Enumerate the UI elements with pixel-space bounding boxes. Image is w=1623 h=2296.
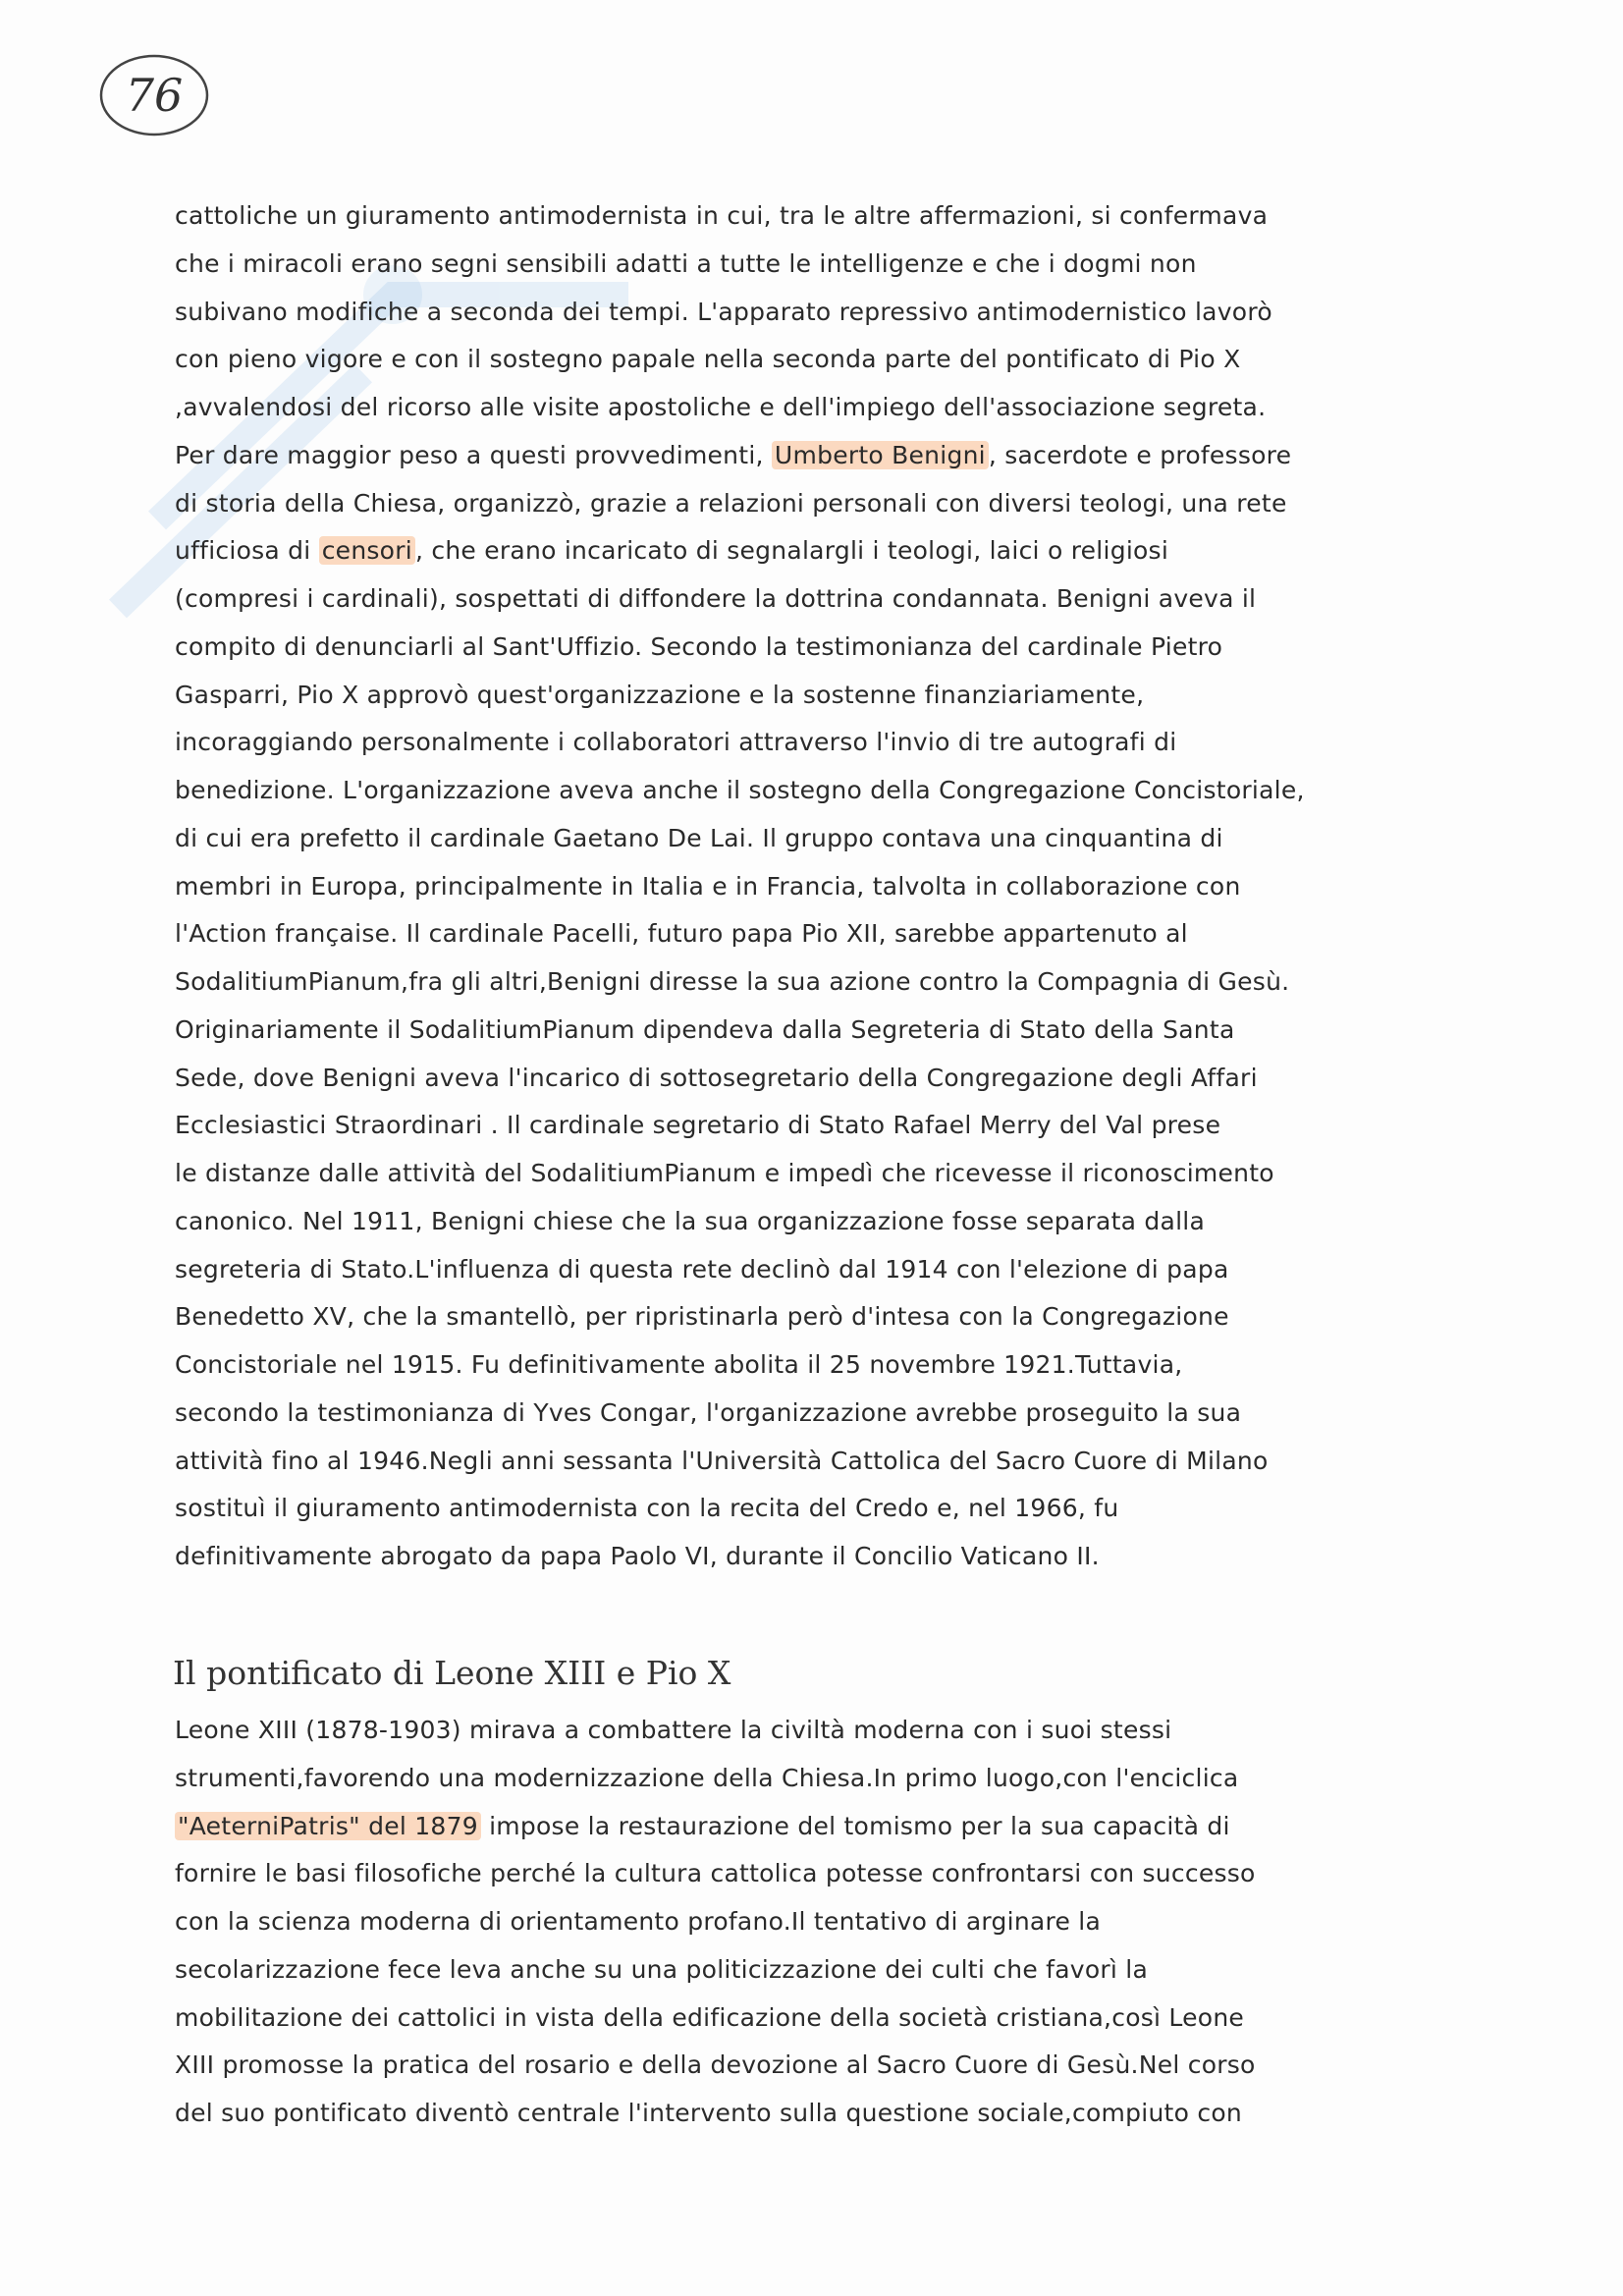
text-line: subivano modifiche a seconda dei tempi. L'apparato repressivo antimodernistico lavorò: [175, 297, 1272, 326]
paragraph-leone-xiii: [175, 1707, 1549, 2138]
text-segment: , che erano incaricato di segnalargli i teologi, laici o religiosi: [414, 536, 1169, 566]
text-line: Leone XIII (1878-1903) mirava a combattere la civiltà moderna con i suoi stessi: [175, 1716, 1172, 1744]
text-line: del suo pontificato diventò centrale l'intervento sulla questione sociale,compiuto con: [175, 2099, 1242, 2127]
text-line: XIII promosse la pratica del rosario e della devozione al Sacro Cuore di Gesù.Nel corso: [175, 2050, 1256, 2080]
text-line: di storia della Chiesa, organizzò, grazie a relazioni personali con diversi teologi, una rete: [175, 488, 1287, 518]
text-line: ,avvalendosi del ricorso alle visite apostoliche e dell'impiego dell'associazione segreta.: [175, 393, 1267, 421]
text-segment: , sacerdote e professore: [988, 440, 1292, 469]
text-line: Sede, dove Benigni aveva l'incarico di sottosegretario della Congregazione degli Affari: [175, 1063, 1258, 1092]
text-line: Concistoriale nel 1915. Fu definitivamente abolita il 25 novembre 1921.Tuttavia,: [175, 1350, 1183, 1379]
text-line: con la scienza moderna di orientamento profano.Il tentativo di arginare la: [175, 1907, 1102, 1936]
text-line: con pieno vigore e con il sostegno papale nella seconda parte del pontificato di Pio X: [175, 345, 1241, 374]
text-line: che i miracoli erano segni sensibili adatti a tutte le intelligenze e che i dogmi non: [175, 248, 1197, 278]
text-line: Gasparri, Pio X approvò quest'organizzazione e la sostenne finanziariamente,: [175, 680, 1145, 709]
text-line: membri in Europa, principalmente in Italia e in Francia, talvolta in collaborazione con: [175, 871, 1241, 901]
page-number-text: 76: [125, 69, 184, 122]
handwritten-page-number: [96, 51, 212, 139]
text-line: di cui era prefetto il cardinale Gaetano De Lai. Il gruppo contava una cinquantina di: [175, 823, 1223, 852]
text-line: compito di denunciarli al Sant'Uffizio. Secondo la testimonianza del cardinale Pietro: [175, 631, 1223, 661]
text-line: mobilitazione dei cattolici in vista della edificazione della società cristiana,così Leone: [175, 2002, 1245, 2032]
text-segment: impose la restaurazione del tomismo per la sua capacità di: [480, 1811, 1230, 1840]
text-line: strumenti,favorendo una modernizzazione della Chiesa.In primo luogo,con l'enciclica: [175, 1763, 1239, 1792]
text-line: [175, 1803, 1549, 1851]
highlighted-text: "AeterniPatris" del 1879: [175, 1812, 481, 1840]
text-line: l'Action française. Il cardinale Pacelli, futuro papa Pio XII, sarebbe appartenuto al: [175, 919, 1188, 949]
text-line: le distanze dalle attività del SodalitiumPianum e impedì che ricevesse il riconoscimento: [175, 1159, 1274, 1187]
text-line: [175, 527, 1549, 575]
text-line: definitivamente abrogato da papa Paolo VI, durante il Concilio Vaticano II.: [175, 1542, 1100, 1570]
text-line: secolarizzazione fece leva anche su una politicizzazione dei culti che favorì la: [175, 1954, 1149, 1984]
text-line: attività fino al 1946.Negli anni sessanta l'Università Cattolica del Sacro Cuore di Milano: [175, 1446, 1269, 1475]
text-line: fornire le basi filosofiche perché la cultura cattolica potesse confrontarsi con successo: [175, 1859, 1256, 1888]
highlighted-text: censori: [319, 536, 415, 565]
text-line: secondo la testimonianza di Yves Congar, l'organizzazione avrebbe proseguito la sua: [175, 1397, 1242, 1427]
text-line: SodalitiumPianum,fra gli altri,Benigni diresse la sua azione contro la Compagnia di Gesù.: [175, 967, 1290, 996]
text-line: Benedetto XV, che la smantellò, per ripristinarla però d'intesa con la Congregazione: [175, 1302, 1229, 1332]
paragraph-antimodernism: [175, 192, 1549, 1581]
text-segment: ufficiosa di: [175, 536, 319, 566]
text-line: sostituì il giuramento antimodernista con la recita del Credo e, nel 1966, fu: [175, 1494, 1119, 1523]
text-line: cattoliche un giuramento antimodernista in cui, tra le altre affermazioni, si confermava: [175, 201, 1269, 230]
text-line: incoraggiando personalmente i collaboratori attraverso l'invio di tre autografi di: [175, 728, 1177, 757]
highlighted-text: Umberto Benigni: [772, 441, 989, 469]
text-segment: Per dare maggior peso a questi provvedimenti,: [175, 440, 772, 469]
text-line: Originariamente il SodalitiumPianum dipendeva dalla Segreteria di Stato della Santa: [175, 1014, 1235, 1044]
text-line: [175, 432, 1549, 480]
text-line: benedizione. L'organizzazione aveva anche il sostegno della Congregazione Concistoriale,: [175, 776, 1305, 804]
text-line: canonico. Nel 1911, Benigni chiese che la sua organizzazione fosse separata dalla: [175, 1206, 1206, 1235]
text-line: (compresi i cardinali), sospettati di diffondere la dottrina condannata. Benigni aveva il: [175, 584, 1257, 613]
text-line: segreteria di Stato.L'influenza di questa rete declinò dal 1914 con l'elezione di papa: [175, 1254, 1229, 1284]
text-line: Ecclesiastici Straordinari . Il cardinale segretario di Stato Rafael Merry del Val prese: [175, 1111, 1221, 1140]
section-heading: Il pontificato di Leone XIII e Pio X: [173, 1654, 731, 1692]
